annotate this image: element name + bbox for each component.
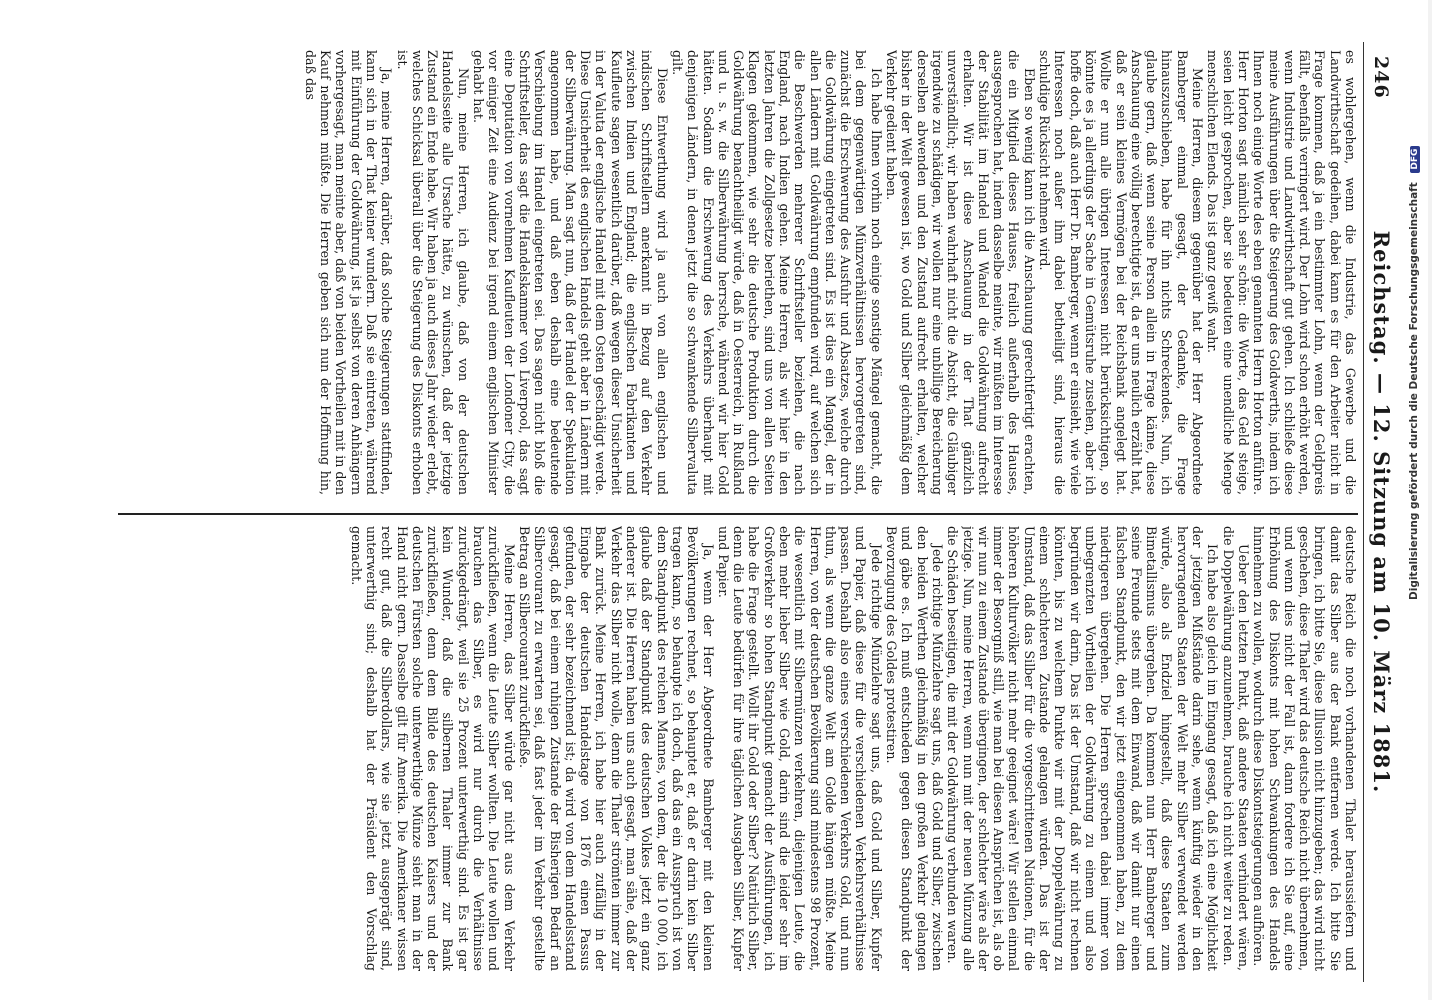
- column-divider: [118, 513, 1358, 515]
- running-title: Reichstag. — 12. Sitzung am 10. März 1881.: [1369, 230, 1394, 794]
- paragraph: Nun, meine Herren, ich glaube, daß von der deutschen Handelsseite alle Ursache hätte, zu wünschen, daß der jetzige Zustand ein Ende habe. Wir haben ja auch dieses Jahr wieder erlebt, welches Schicksal überall über die Steigerung des Diskonts erhoben ist.: [394, 50, 471, 495]
- paragraph: deutsche Reich die noch vorhandenen Thaler heraussiefern und damit das Silber aus der Bank entfernen werde. Ich bitte Sie bringen, ich bitte Sie, diese Illusion nicht hinzugeben; das wird nicht geschehen, diese Thaler wird das deutsche Reich nicht übernehmen, und wenn dies nicht der Fall ist, dann fordere ich Sie auf, eine Erhöhung des Diskonts mit hohen Schwankungen des Handels hinnehmen zu wollen, wodurch diese Diskontsteigerungen aufhören.: [1251, 526, 1358, 971]
- paragraph: Ja, wenn der Herr Abgeordnete Bamberger mit den kleinen Bevölkerungen rechnet, so behauptet er, daß er darin kein Silber tragen kann, so behaupte ich doch, daß das ein Ausspruch ist von dem Standpunkt des reichen Mannes, von dem, der die 10 000, ich glaube daß der Standpunkt des deutschen Volkes jetzt ein ganz anderer ist. Die Herren haben uns auch gesagt, man sähe, daß der Verkehr das Silber nicht wolle, denn die Thaler strömten immer zur Bank zurück. Meine Herren, ich habe hier auch zufällig in der Eingabe der deutschen Handelstage von 1876 einen Passus gefunden, der sehr bezeichnend ist; da wird von dem Handelsstand gesagt, daß bei einem ruhigen Zustande der Bisherigen Bedarf an Silbercourant zu erwarten sei, daß fast jeder im Verkehr gestellte Betrag an Silbercourant zurückfließe.: [516, 526, 716, 971]
- page-header: [1364, 42, 1394, 982]
- paragraph: Eben so wenig kann ich die Anschauung gerechtfertigt erachten, die ein Mitglied dieses Hauses, freilich außerhalb des Hauses, ausgesprochen hat, indem dasselbe meinte, wir müßten im Interesse der Stabilität im Handel und Wandel die Goldwährung aufrecht erhalten. Wir ist diese Anschauung in der That gänzlich unverständlich; wir haben wahrhaft nicht die Absicht, die Gläubiger irgendwie zu schädigen, wir wollen nur eine unbillige Bereicherung derselben abwenden und den Zustand aufrecht erhalten, welcher bisher in der Welt gewesen ist, wo Gold und Silber gleichmäßig dem Verkehr gedient haben.: [884, 50, 1037, 495]
- left-column: [118, 50, 1358, 495]
- paragraph: Ich habe also gleich im Eingang gesagt, daß ich eine Möglichkeit der jetzigen Mißstände darin sehe, wenn künftig wieder in den hervorragenden Staaten der Welt mehr Silber verwendet werden würde, also als Endziel hingestellt, daß diese Staaten zum Bimetallismus übergehen. Da kommen nun Herr Bamberger und seine Freunde stets mit dem Einwand, daß wir damit nur einen falschen Standpunkt, den wir jetzt eingenommen haben, zu dem niedrigeren übergehen. Die Herren sprechen dabei immer von unbegrenzten Vortheilen der Goldwährung zu einem und also begründen wir darin, Das ist der Umstand, daß wir nicht rechnen könnten, bis zu welchem Punkte wir mit der Doppelwährung zu einem schlechteren Zustande gelangen würden. Das ist der Umstand, daß das Silber für die vorgeschrittenen Nationen, für die höheren Kulturvölker nicht mehr geeignet wäre! Wir stellen einmal immer der Besorgniß still, wie man bei diesen Ansprüchen ist, als ob wir nun zu einem Zustande übergingen, der schlechter wäre als der jetzige. Nun, meine Herren, wenn nun mit der neuen Münzung alle die Schäden beseitigen, die mit der Goldwährung verbunden waren.: [945, 526, 1221, 971]
- paragraph: Diese Entwerthung wird ja auch von allen englischen und indischen Schriftstellern anerkannt in Bezug auf den Verkehr zwischen Indien und England; die englischen Fabrikanten und Kaufleute sagen wesentlich darüber, daß wegen dieser Unsicherheit in der Valuta der englische Handel mit dem Osten geschädigt werde. Diese Unsicherheit des englischen Handels geht aber in Ländern mit der Silberwährung. Man sagt nun, daß der Handel der Spekulation angenommen habe, und daß eben deshalb eine bedeutende Verschiebung im Handel eingetreten sei. Das sagen nicht bloß die Schriftsteller, das sagt die Handelskammer von Liverpool, das sagt eine Deputation von vornehmen Kaufleuten der Londoner City, die vor einiger Zeit eine Audienz bei irgend einem englischen Minister gehabt hat.: [471, 50, 670, 495]
- paragraph: Meine Herren, das Silber würde gar nicht aus dem Verkehr zurückfließen, wenn die Leute Silber wollten. Die Leute wollen und brauchen das Silber, es wird nur durch die Verhältnisse zurückgedrängt, weil sie 25 Prozent unterwerthig sind. Es ist gar kein Wunder, daß die silbernen Thaler immer zur Bank zurückfließen, denn dem Bilde des deutschen Kaisers und der deutschen Fürsten solche unterwerthige Münze sieht man in der Hand nicht gern. Dasselbe gilt für Amerika. Die Amerikaner wissen recht gut, daß die Silberdollars, wie sie jetzt ausgeprägt sind, unterwerthig sind; deshalb hat der Präsident den Vorschlag gemacht.: [348, 526, 517, 971]
- paragraph: Jede richtige Münzlehre sagt uns, daß Gold und Silber, Kupfer und Papier, daß diese für die verschiedenen Verkehrsverhältnisse passen. Deshalb also eines verschiedenen Verkehrs Gold, und nun thun, als wenn die ganze Welt am Golde hängen müßte. Meine Herren, von der deutschen Bevölkerung sind mindestens 98 Prozent, die wesentlich mit Silbermünzen verkehren, diejenigen Leute, die eben mehr lieber Silber wie Gold, darin sind die leider sehr im Großverkehr so hohen Standpunkt gemacht der Ausführungen, ich habe die Frage gestellt. Wollt ihr Gold oder Silber? Natürlich Silber, denn die Leute bedürfen für ihre täglichen Ausgaben Silber, Kupfer und Papier.: [715, 526, 884, 971]
- dfg-logo: DFG: [1410, 146, 1420, 173]
- text-columns: [118, 42, 1358, 982]
- paragraph: Meine Herren, diesem gegenüber hat der Herr Abgeordnete Bamberger einmal gesagt, der Gedanke, die Frage hinauszuschieben, habe für ihn nichts Schreckendes. Nun, ich glaube gern, daß wenn seine Person allein in Frage käme, diese Anschauung eine völlig berechtigte ist, da er uns neulich erzählt hat, daß er sein kleines Vermögen bei der Reichsbank angelegt hat. Wollte er nun alle übrigen Interessen nicht berücksichtigen, so könnte es ja allerdings der Sache in Gemütsruhe zusehen, aber ich hoffe doch, daß auch Herr Dr. Bamberger, wenn er einsieht, wie viele Interessen noch außer ihm dabei betheiligt sind, hieraus die schuldige Rücksicht nehmen wird.: [1037, 50, 1206, 495]
- paragraph: Ueber den letzten Punkt, daß andere Staaten verhindert wären, die Doppelwährung anzunehmen, brauche ich nicht weiter zu reden.: [1220, 526, 1251, 971]
- paragraph: Ja, meine Herren, darüber, daß solche Steigerungen stattfinden, kann sich in der That keiner wundern. Daß sie eintreten, während mit Einführung der Goldwährung, ist ja selbst von deren Anhängern vorhergesagt, man meinte aber, daß von beiden Vortheilen mit in den Kauf nehmen müßte. Die Herren geben sich nun der Hoffnung hin, daß das: [302, 50, 395, 495]
- paragraph: es wohlergehen, wenn die Industrie, das Gewerbe und die Landwirthschaft gedeihen, dabei kann es für den Arbeiter nicht in Frage kommen, daß ja ein bestimmter Lohn, wenn der Geldpreis fällt, ebenfalls verringert wird. Der Lohn wird schon erhöht werden, wenn Industrie und Landwirthschaft gut gehen. Ich schließe diese meine Ausführungen über die Steigerung des Goldwerths, indem ich Ihnen noch einige Worte des eben genannten Herrn Horton anführe. Herr Horton sagt nämlich sehr schön: die Worte, das Geld steige, seien leicht gesprochen, aber sie bedeuten eine unendliche Menge menschlichen Elends. Das ist ganz gewiß wahr.: [1205, 50, 1358, 495]
- right-column: [118, 526, 1358, 971]
- digitization-credit: [1408, 146, 1420, 600]
- credit-text: Digitalisierung gefördert durch die Deutsche Forschungsgemeinschaft: [1408, 182, 1420, 600]
- paragraph: Jede richtige Münzlehre sagt uns, daß Gold und Silber, zwischen den beiden Werthen gleichmäßig in den großen Verkehr gelangen und gäbe es. Ich muß entschieden gegen diesen Standpunkt der Bevorzugung des Goldes protestiren.: [884, 526, 945, 971]
- page-number: 246: [1370, 56, 1392, 99]
- paragraph: Ich habe Ihnen vorhin noch einige sonstige Mängel gemacht, die bei dem gegenwärtigen Münzverhältnissen hervorgetreten sind, zunächst die Erschwerung des Ausfuhr und Absatzes, welche durch die Goldwährung eingetreten sind. Es ist dies ein Mangel, der in allen Ländern mit Goldwährung empfunden wird, auf welchen sich die Beschwerden mehrerer Schriftsteller beziehen, die nach England, nach Indien gehen. Meine Herren, als wir hier in den letzten Jahren die Zollgesetze beriethen, sind uns von allen Seiten Klagen gekommen, wie sehr die deutsche Produktion durch die Goldwährung benachtheiligt würde, daß in Oesterreich, in Rußland und u. s. w. die Silberwährung herrsche, während wir hier Gold hätten. Sodann die Erschwerung des Verkehrs überhaupt mit denjenigen Ländern, in denen jetzt die so schwankende Silbervaluta gilt.: [669, 50, 884, 495]
- rotated-page: [94, 42, 1394, 982]
- scan-edge: [1428, 0, 1432, 1000]
- header-rule: [1363, 42, 1364, 982]
